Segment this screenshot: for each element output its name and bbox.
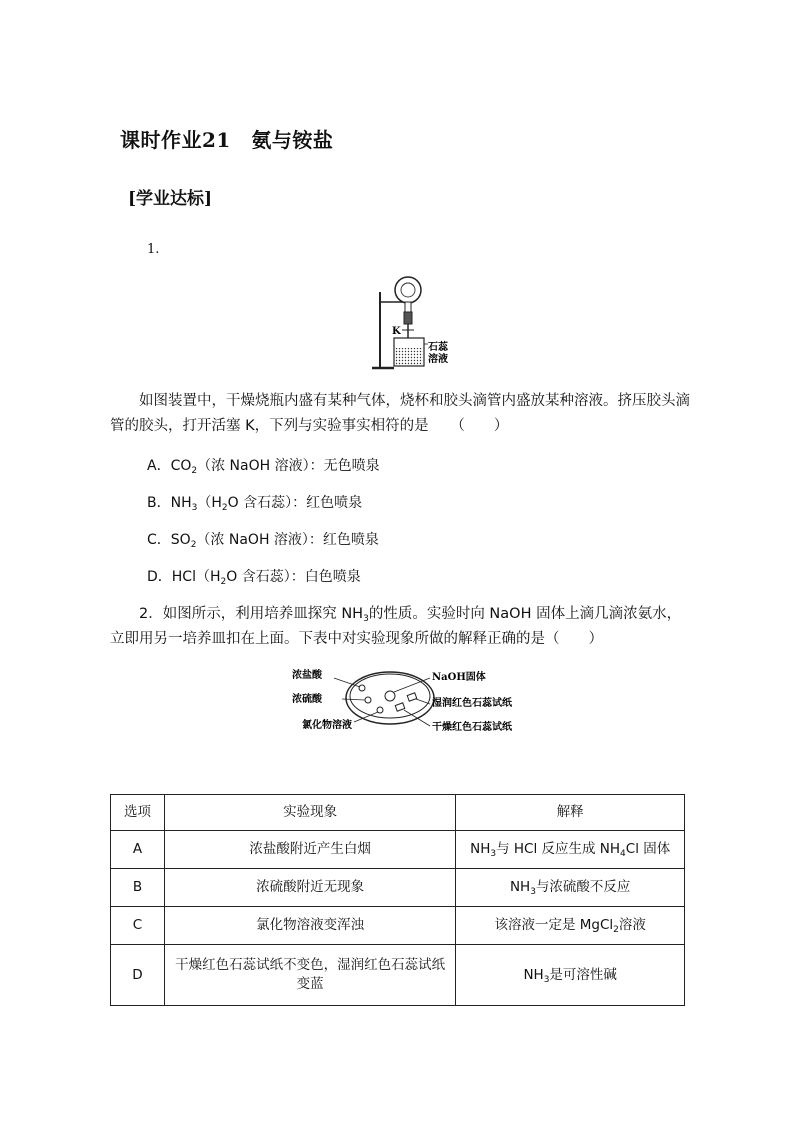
table-row	[111, 945, 685, 1006]
row-explanation: $NH_3$是可溶性碱	[456, 945, 685, 1006]
row-option: C	[111, 907, 165, 945]
table-row	[111, 869, 685, 907]
header-option: 选项	[111, 795, 165, 831]
row-phenomenon: 浓盐酸附近产生白烟	[164, 831, 455, 869]
header-phenomenon: 实验现象	[164, 795, 455, 831]
label-naoh-solid: NaOH固体	[432, 672, 486, 683]
table-header-row	[111, 795, 685, 831]
label-conc-hcl: 浓盐酸	[292, 670, 322, 681]
answer-table	[110, 794, 685, 1006]
section-heading: [学业达标]	[128, 189, 213, 209]
header-explanation: 解释	[456, 795, 685, 831]
page-title: 课时作业21 氨与铵盐	[120, 128, 334, 152]
row-phenomenon: 氯化物溶液变浑浊	[164, 907, 455, 945]
q1-option-d[interactable]: D．$HCl(H_2O$ 含石蕊）：白色喷泉	[147, 569, 361, 587]
table-row	[111, 831, 685, 869]
label-chloride-solution: 氯化物溶液	[302, 720, 352, 731]
q1-option-c[interactable]: C．$SO_2$（浓 NaOH 溶液）：红色喷泉	[147, 532, 379, 550]
row-phenomenon: 浓硫酸附近无现象	[164, 869, 455, 907]
q1-option-b[interactable]: B．$NH_3(H_2O$ 含石蕊）：红色喷泉	[147, 495, 363, 513]
table-row	[111, 907, 685, 945]
litmus-label-line2: 溶液	[428, 354, 448, 365]
question-1-stem: 如图装置中，干燥烧瓶内盛有某种气体，烧杯和胶头滴管内盛放某种溶液。挤压胶头滴管的胶头，打开活塞 K，下列与实验事实相符的是 （ ）	[110, 393, 690, 434]
row-phenomenon: 干燥红色石蕊试纸不变色，湿润红色石蕊试纸变蓝	[164, 945, 455, 1006]
row-option: D	[111, 945, 165, 1006]
fountain-apparatus-figure	[368, 272, 458, 372]
row-explanation: 该溶液一定是 MgCl$_2$溶液	[456, 907, 685, 945]
row-option: B	[111, 869, 165, 907]
row-explanation: $NH_3$与浓硫酸不反应	[456, 869, 685, 907]
q1-option-a[interactable]: A．$CO_2$（浓 NaOH 溶液）：无色喷泉	[147, 458, 380, 476]
row-option: A	[111, 831, 165, 869]
row-explanation: $NH_3$与 HCl 反应生成 $NH_4Cl$ 固体	[456, 831, 685, 869]
petri-dish-figure	[290, 664, 530, 738]
label-wet-litmus: 湿润红色石蕊试纸	[432, 698, 512, 709]
litmus-label-line1: 石蕊	[428, 342, 448, 353]
label-dry-litmus: 干燥红色石蕊试纸	[432, 722, 512, 733]
question-2-stem: 2．如图所示，利用培养皿探究 $NH_3$的性质。实验时向 NaOH 固体上滴几滴浓氨水，立即用另一培养皿扣在上面。下表中对实验现象所做的解释正确的是（ ）	[110, 606, 682, 647]
question-1-number: 1.	[147, 242, 160, 257]
label-conc-h2so4: 浓硫酸	[292, 694, 322, 705]
valve-k-label: K	[392, 326, 401, 337]
